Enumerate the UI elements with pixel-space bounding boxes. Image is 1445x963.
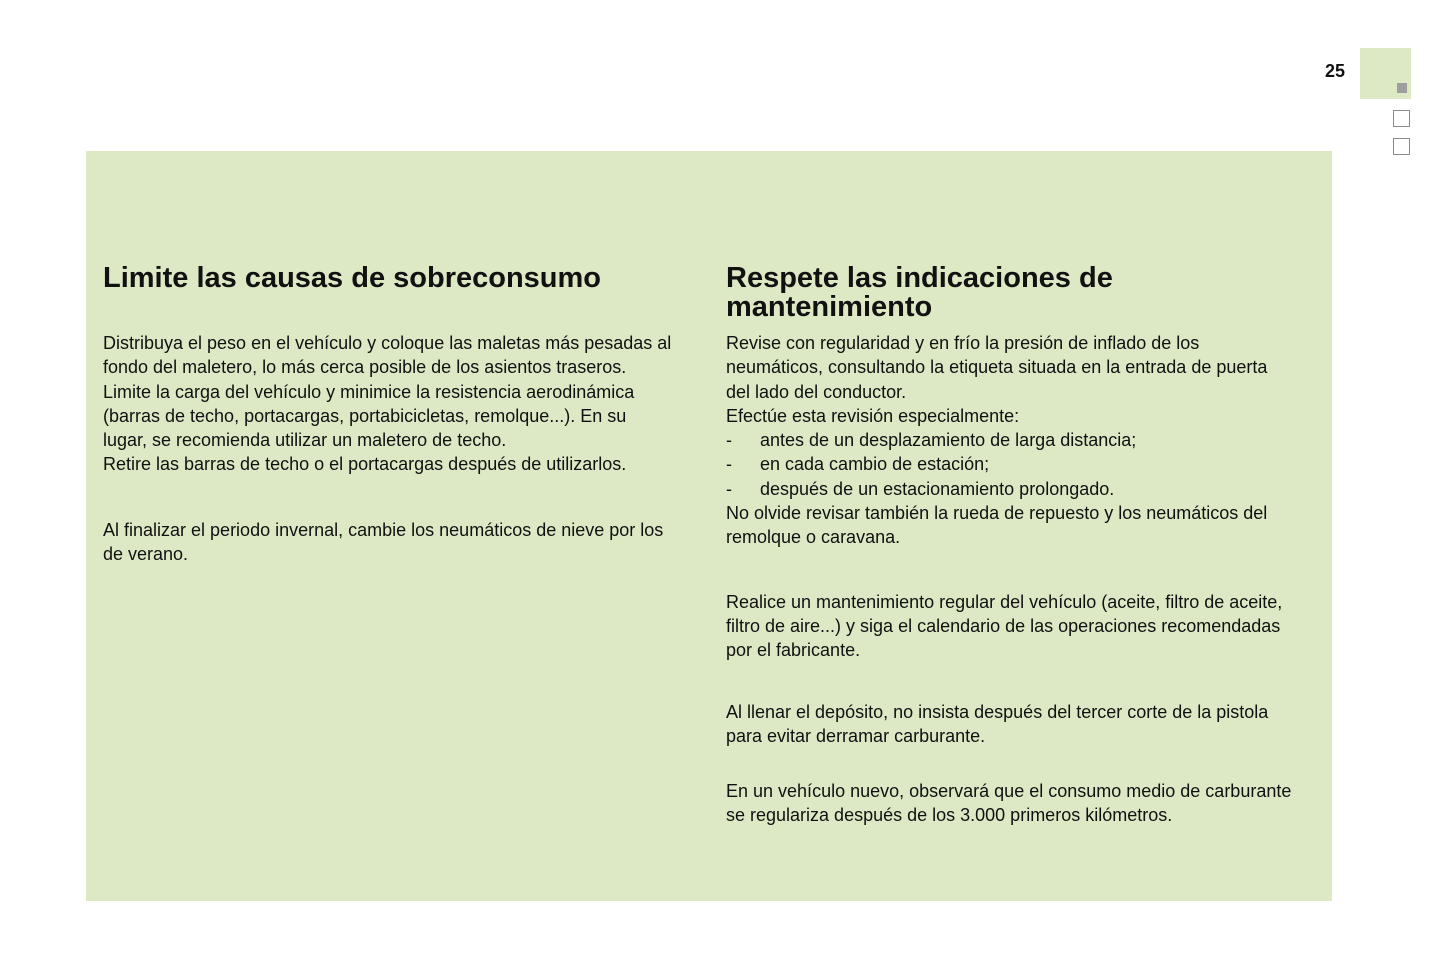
text-line: Limite la carga del vehículo y minimice la resistencia aerodinámica <box>103 381 635 402</box>
bullet-item <box>726 452 1316 476</box>
load-paragraph <box>103 331 703 477</box>
left-heading: Limite las causas de sobreconsumo <box>103 262 602 294</box>
text-line: No olvide revisar también la rueda de repuesto y los neumáticos del <box>726 503 1268 524</box>
text-line: para evitar derramar carburante. <box>726 725 986 746</box>
text-line: En un vehículo nuevo, observará que el consumo medio de carburante <box>726 781 1292 802</box>
service-paragraph <box>726 590 1316 663</box>
text-line: remolque o caravana. <box>726 527 901 548</box>
new-vehicle-paragraph <box>726 779 1316 828</box>
text-line: Retire las barras de techo o el portacargas después de utilizarlos. <box>103 454 627 475</box>
right-column <box>726 264 1316 828</box>
left-column <box>103 264 703 566</box>
text-line: (barras de techo, portacargas, portabicicletas, remolque...). En su <box>103 405 627 426</box>
text-line: fondo del maletero, lo más cerca posible de los asientos traseros. <box>103 357 627 378</box>
text-line: Al finalizar el periodo invernal, cambie los neumáticos de nieve por los <box>103 519 664 540</box>
text-line: Distribuya el peso en el vehículo y coloque las maletas más pesadas al <box>103 333 672 353</box>
content-panel <box>86 151 1332 901</box>
text-line: neumáticos, consultando la etiqueta situada en la entrada de puerta <box>726 357 1268 378</box>
bullet-text: antes de un desplazamiento de larga distancia; <box>760 430 1137 451</box>
text-line: Efectúe esta revisión especialmente: <box>726 405 1020 426</box>
bullet-dash: - <box>726 454 732 475</box>
text-line: filtro de aire...) y siga el calendario de las operaciones recomendadas <box>726 615 1281 636</box>
text-line: Al llenar el depósito, no insista después del tercer corte de la pistola <box>726 701 1269 722</box>
fuel-paragraph <box>726 700 1316 749</box>
right-heading-line: Respete las indicaciones de <box>726 262 1113 294</box>
bullet-text: en cada cambio de estación; <box>760 454 990 475</box>
page-number: 25 <box>1324 61 1346 81</box>
text-line: se regulariza después de los 3.000 primeros kilómetros. <box>726 805 1173 826</box>
right-heading <box>726 264 1316 322</box>
bullet-item <box>726 428 1316 452</box>
text-line: lugar, se recomienda utilizar un maletero de techo. <box>103 430 507 451</box>
text-line: del lado del conductor. <box>726 381 907 402</box>
tyre-paragraph <box>726 331 1316 550</box>
right-heading-line: mantenimiento <box>726 291 933 323</box>
section-marker <box>1393 110 1410 127</box>
bullet-item <box>726 477 1316 501</box>
bullet-dash: - <box>726 478 732 499</box>
section-marker <box>1393 138 1410 155</box>
text-line: por el fabricante. <box>726 640 861 661</box>
bullet-dash: - <box>726 430 732 451</box>
text-line: Realice un mantenimiento regular del vehículo (aceite, filtro de aceite, <box>726 591 1283 612</box>
text-line: de verano. <box>103 544 189 565</box>
section-marker-active <box>1397 83 1407 93</box>
text-line: Revise con regularidad y en frío la presión de inflado de los <box>726 333 1200 353</box>
bullet-text: después de un estacionamiento prolongado. <box>760 478 1115 499</box>
winter-paragraph <box>103 518 703 567</box>
